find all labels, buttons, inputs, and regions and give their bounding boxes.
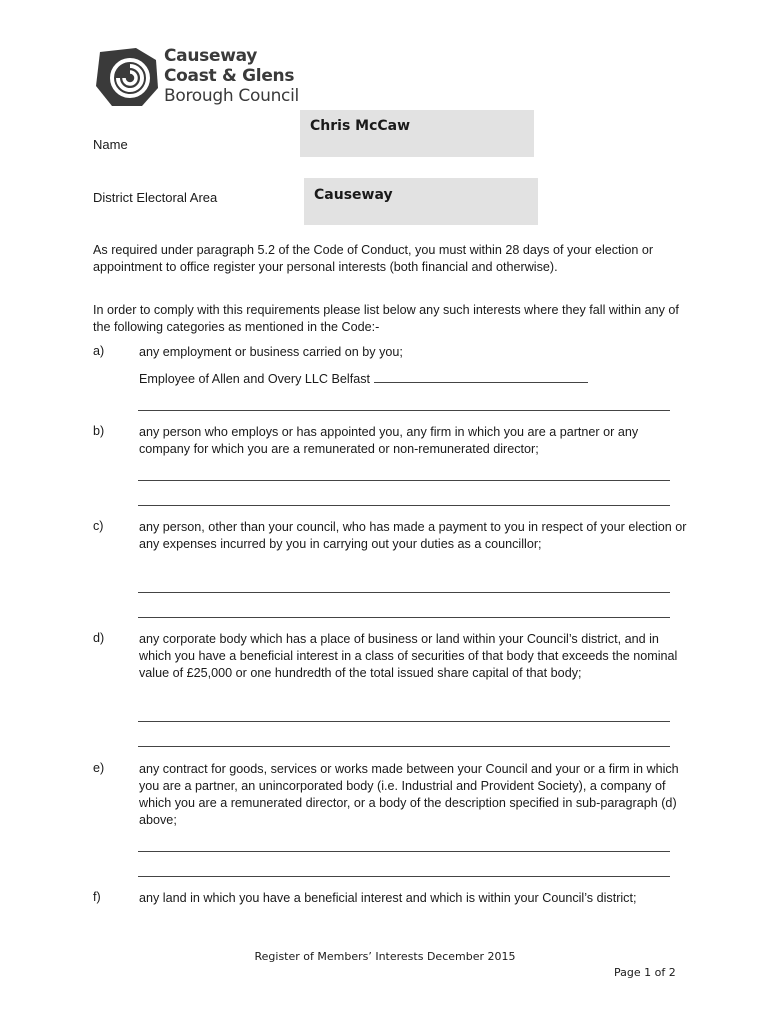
item-a-answer-line-2[interactable] [138, 410, 670, 411]
logo-line-1: Causeway [164, 46, 258, 66]
district-electoral-area-label: District Electoral Area [93, 190, 218, 205]
council-logo-wordmark [164, 46, 299, 106]
intro-paragraph-2: In order to comply with this requirements please list below any such interests where they fall within any of the following categories as mentioned in the Code:- [93, 303, 679, 334]
item-a-answer[interactable] [139, 372, 588, 386]
item-e-text: any contract for goods, services or works made between your Council and your or a firm in which you are a partner, an unincorporated body (i.e. Industrial and Provident Society), a company of which you are a remunerated director, or a body of the description specified in sub-paragraph (d) above; [139, 762, 679, 827]
item-b-answer-line-2[interactable] [138, 505, 670, 506]
item-a-answer-text: Employee of Allen and Overy LLC Belfast [139, 372, 371, 386]
logo-line-2: Coast & Glens [164, 66, 295, 86]
item-c-answer-line-1[interactable] [138, 592, 670, 593]
item-d-text: any corporate body which has a place of business or land within your Council’s district, and in which you have a beneficial interest in a class of securities of that body that exceeds the nominal value of £25,000 or one hundredth of the total issued share capital of that body; [139, 632, 678, 680]
item-c-letter: c) [93, 519, 104, 533]
logo-line-3: Borough Council [164, 86, 299, 106]
item-b-text: any person who employs or has appointed you, any firm in which you are a partner or any company for which you are a remunerated or non-remunerated director; [139, 425, 639, 456]
footer-title: Register of Members’ Interests December 2015 [254, 950, 516, 963]
item-e-answer-line-1[interactable] [138, 851, 670, 852]
item-b-answer-line-1[interactable] [138, 480, 670, 481]
item-f-text: any land in which you have a beneficial interest and which is within your Council’s district; [139, 891, 637, 905]
district-electoral-area-value: Causeway [314, 187, 393, 203]
name-field[interactable] [300, 110, 534, 157]
item-f-letter: f) [93, 890, 101, 904]
item-d-answer-line-1[interactable] [138, 721, 670, 722]
name-value: Chris McCaw [310, 118, 411, 134]
item-a-text: any employment or business carried on by you; [139, 345, 403, 359]
item-d-letter: d) [93, 631, 105, 645]
item-b-letter: b) [93, 424, 105, 438]
item-e-letter: e) [93, 761, 105, 775]
name-label: Name [93, 137, 128, 152]
item-a-answer-line [374, 372, 588, 383]
district-electoral-area-field[interactable] [304, 178, 538, 225]
page-number: Page 1 of 2 [614, 966, 676, 979]
item-d-answer-line-2[interactable] [138, 746, 670, 747]
item-e-answer-line-2[interactable] [138, 876, 670, 877]
intro-paragraph-1: As required under paragraph 5.2 of the Code of Conduct, you must within 28 days of your election or appointment to office register your personal interests (both financial and otherwise). [93, 243, 654, 274]
item-a-letter: a) [93, 344, 105, 358]
item-c-text: any person, other than your council, who has made a payment to you in respect of your election or any expenses incurred by you in carrying out your duties as a councillor; [139, 520, 687, 551]
item-c-answer-line-2[interactable] [138, 617, 670, 618]
